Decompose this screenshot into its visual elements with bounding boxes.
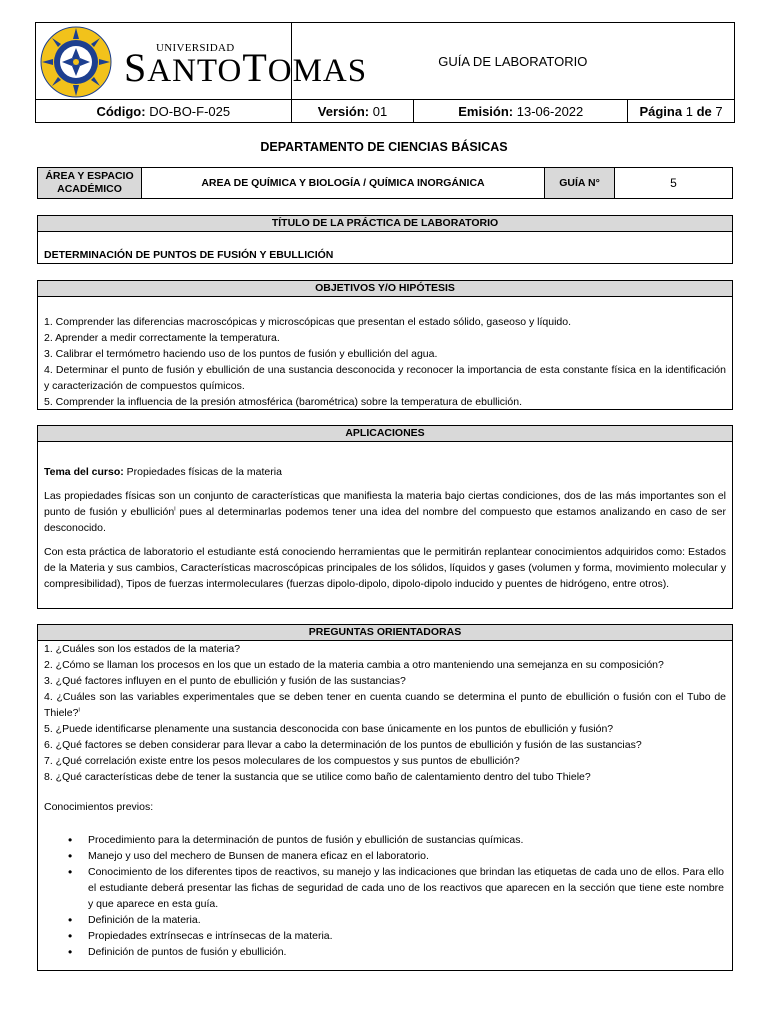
tema-label: Tema del curso: — [44, 466, 124, 478]
preguntas-heading: PREGUNTAS ORIENTADORAS — [38, 625, 732, 641]
logo-cell — [36, 23, 368, 100]
titulo-section — [37, 215, 733, 264]
pregunta-item — [44, 689, 726, 721]
pregunta-item: 5. ¿Puede identificarse plenamente una sustancia desconocida con base únicamente en los puntos de ebullición y fusión? — [44, 723, 614, 735]
pagina-total: 7 — [715, 103, 723, 119]
emision-value: 13-06-2022 — [516, 103, 584, 119]
brand-letter: S — [124, 45, 148, 90]
pagina-label: Página — [639, 103, 683, 119]
university-logo — [40, 26, 368, 96]
list-item: • Conocimiento de los diferentes tipos de reactivos, su manejo y las indicaciones que brindan las etiquetas de cada uno de ellos. Para ello el estudiante deberá presentar las fichas de seguridad de cada uno de los reactivos que aparecen en la sección que tiene este nombre y que aparece en esta guía. — [44, 864, 726, 912]
paragraph-text: Las propiedades físicas son un conjunto de características que manifiesta la materia bajo ciertas condiciones, dos de las más importantes son el punto de fusión y ebullición — [44, 490, 726, 518]
pagina-number: 1 — [685, 103, 693, 119]
version-value: 01 — [372, 103, 388, 119]
previos-list — [44, 832, 726, 960]
list-item: • Definición de puntos de fusión y ebullición. — [44, 944, 726, 960]
emision-label: Emisión: — [458, 103, 514, 119]
objetivos-heading: OBJETIVOS Y/O HIPÓTESIS — [38, 281, 732, 297]
version-cell — [291, 100, 414, 123]
titulo-heading: TÍTULO DE LA PRÁCTICA DE LABORATORIO — [38, 216, 732, 232]
brand-santo-tomas — [124, 45, 368, 90]
objetivo-item: 4. Determinar el punto de fusión y ebullición de una sustancia desconocida y reconocer la importancia de esta constante física en la identificación y caracterización de compuestos químicos. — [44, 364, 726, 392]
department-title: DEPARTAMENTO DE CIENCIAS BÁSICAS — [260, 140, 508, 154]
brand-letter: T — [242, 45, 268, 90]
codigo-label: Código: — [96, 103, 146, 119]
footnote-ref: i — [78, 707, 80, 714]
objetivos-section — [37, 280, 733, 410]
pregunta-item: 6. ¿Qué factores se deben considerar para llevar a cabo la determinación de los puntos de ebullición y fusión de las sustancias? — [44, 739, 642, 751]
codigo-value: DO-BO-F-025 — [149, 103, 231, 119]
previos-label: Conocimientos previos: — [44, 801, 154, 813]
list-item: • Definición de la materia. — [44, 912, 726, 928]
aplicaciones-paragraph-2: Con esta práctica de laboratorio el estudiante está conociendo herramientas que le permitirán replantear conocimientos adquiridos como: Estados de la Materia y sus cambios, Características macroscópicas principales de los sólidos, líquidos y gases (volumen y forma, movimiento molecular y compresibilidad), Tipos de fuerzas intermoleculares (fuerzas dipolo-dipolo, dipolo-dipolo inducido y puentes de hidrógeno, entre otros). — [44, 546, 726, 590]
brand-universidad: UNIVERSIDAD — [156, 42, 235, 54]
tema-line — [44, 464, 726, 480]
objetivo-item: 3. Calibrar el termómetro haciendo uso de los puntos de fusión y ebullición del agua. — [44, 348, 438, 360]
area-label: ÁREA Y ESPACIO ACADÉMICO — [38, 168, 142, 199]
list-item: • Manejo y uso del mechero de Bunsen de manera eficaz en el laboratorio. — [44, 848, 726, 864]
paragraph-text: pues al determinarlas podemos tener una idea del nombre del compuesto que estamos analizando en caso de ser desconocido. — [44, 506, 726, 534]
university-seal-icon — [40, 26, 112, 98]
pregunta-item: 8. ¿Qué características debe de tener la sustancia que se utilice como baño de calentamiento dentro del tubo Thiele? — [44, 771, 591, 783]
objetivo-item: 5. Comprender la influencia de la presión atmosférica (barométrica) sobre la temperatura de ebullición. — [44, 396, 522, 408]
pregunta-item: 2. ¿Cómo se llaman los procesos en los que un estado de la materia cambia a otro manteniendo una semejanza en su composición? — [44, 659, 664, 671]
pregunta-item: 3. ¿Qué factores influyen en el punto de ebullición y fusión de las sustancias? — [44, 675, 406, 687]
pregunta-item: 1. ¿Cuáles son los estados de la materia? — [44, 643, 241, 655]
footnote-ref: i — [174, 506, 176, 513]
area-value: AREA DE QUÍMICA Y BIOLOGÍA / QUÍMICA INORGÁNICA — [142, 168, 545, 199]
objetivo-item: 1. Comprender las diferencias macroscópicas y microscópicas que presentan el estado sólido, gaseoso y líquido. — [44, 316, 572, 328]
list-item: • Propiedades extrínsecas e intrínsecas de la materia. — [44, 928, 726, 944]
aplicaciones-section — [37, 425, 733, 609]
preguntas-section — [37, 624, 733, 971]
document-header — [35, 22, 735, 123]
codigo-cell — [36, 100, 292, 123]
version-label: Versión: — [317, 103, 370, 119]
guia-label: GUÍA N° — [545, 168, 615, 199]
practice-title: DETERMINACIÓN DE PUNTOS DE FUSIÓN Y EBULLICIÓN — [44, 249, 334, 261]
emision-cell — [414, 100, 628, 123]
brand-letters: ANTO — [147, 53, 243, 89]
objetivo-item: 2. Aprender a medir correctamente la temperatura. — [44, 332, 280, 344]
pregunta-text: 4. ¿Cuáles son las variables experimentales que se deben tener en cuenta cuando se determina el punto de ebullición o fusión con el Tubo de Thiele? — [44, 691, 726, 719]
tema-value: Propiedades físicas de la materia — [123, 466, 282, 478]
pagina-cell — [628, 100, 735, 123]
pagina-de: de — [696, 103, 712, 119]
aplicaciones-paragraph-1 — [44, 488, 726, 536]
document-title: GUÍA DE LABORATORIO — [291, 23, 734, 100]
pregunta-item: 7. ¿Qué correlación existe entre los pesos moleculares de los compuestos y sus puntos de ebullición? — [44, 755, 520, 767]
aplicaciones-heading: APLICACIONES — [38, 426, 732, 442]
guia-number: 5 — [615, 168, 733, 199]
area-table — [37, 167, 733, 199]
brand-letters: OMAS — [267, 53, 368, 89]
list-item: • Procedimiento para la determinación de puntos de fusión y ebullición de sustancias químicas. — [44, 832, 726, 848]
